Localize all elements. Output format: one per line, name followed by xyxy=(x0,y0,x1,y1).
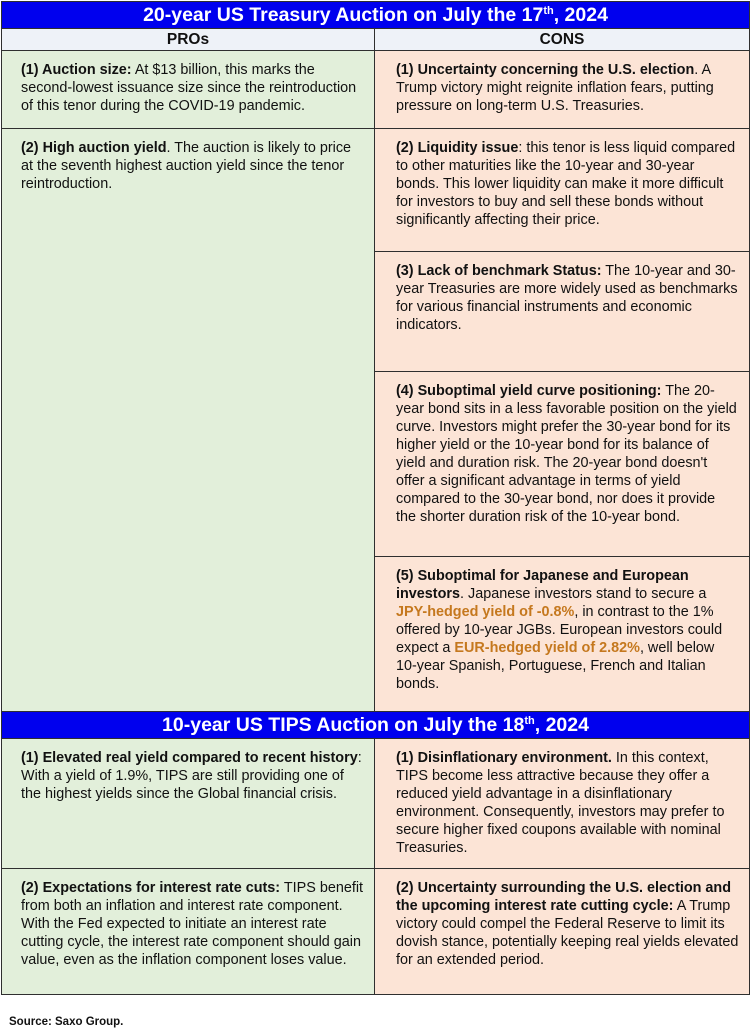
pro-text: At $13 billion, this marks the second-lowest issuance size since the reintroduction of this tenor during the COVID-19 pandemic. xyxy=(21,62,357,114)
pro-heading: (2) High auction yield xyxy=(21,140,167,156)
section1-title-sup: th xyxy=(543,5,554,17)
auction-table xyxy=(1,1,750,995)
con-heading: (3) Lack of benchmark Status: xyxy=(396,263,602,279)
pro-item xyxy=(2,129,374,711)
pros-header: PROs xyxy=(2,29,375,50)
section2-title-end: , 2024 xyxy=(534,714,589,736)
cons-header: CONS xyxy=(375,29,749,50)
con-item xyxy=(375,252,749,372)
pro-text: : With a yield of 1.9%, TIPS are still providing one of the highest yields since the Global financial crisis. xyxy=(21,750,362,802)
con-text: The 10-year and 30-year Treasuries are more widely used as benchmarks for various financial instruments and economic indicators. xyxy=(396,263,738,333)
con-heading: (5) Suboptimal for Japanese and European investors xyxy=(396,568,689,602)
section2-title-sup: th xyxy=(524,715,535,727)
eur-hedged-yield-highlight: EUR-hedged yield of 2.82% xyxy=(454,640,640,656)
con-heading: (1) Uncertainty concerning the U.S. election xyxy=(396,62,695,78)
con-text: , in contrast to the 1% offered by 10-year JGBs. European investors could expect a xyxy=(396,604,723,656)
section1-title xyxy=(2,2,749,29)
con-item xyxy=(375,869,749,994)
source-note: Source: Saxo Group. xyxy=(9,1016,124,1028)
con-text: The 20-year bond sits in a less favorable position on the yield curve. Investors might prefer the 30-year bond for its higher yield or the 10-year bond for its balance of yield and duration risk. The 20-year bond doesn't offer a significant advantage in terms of yield compared to the 30-year bond, nor does it provide the shorter duration risk of the 10-year bond. xyxy=(396,383,737,525)
pro-heading: (1) Auction size: xyxy=(21,62,132,78)
pro-heading: (2) Expectations for interest rate cuts: xyxy=(21,880,281,896)
section1-title-text: 20-year US Treasury Auction on July the 17 xyxy=(143,4,544,26)
pro-text: TIPS benefit from both an inflation and interest rate component. With the Fed expected to initiate an interest rate cutting cycle, the interest rate component should gain value, even as the inflation component loses value. xyxy=(21,880,364,968)
section1-pros-column xyxy=(2,51,375,711)
con-heading: (1) Disinflationary environment. xyxy=(396,750,612,766)
con-item xyxy=(375,129,749,252)
section2-title-text: 10-year US TIPS Auction on July the 18 xyxy=(162,714,525,736)
con-text: A Trump victory could compel the Federal Reserve to limit its dovish stance, potentially keeping real yields elevated for an extended period. xyxy=(396,898,739,968)
con-item xyxy=(375,557,749,711)
section2-title xyxy=(2,712,749,739)
pro-item xyxy=(2,51,374,129)
con-heading: (2) Uncertainty surrounding the U.S. election and the upcoming interest rate cutting cycle: xyxy=(396,880,732,914)
pro-heading: (1) Elevated real yield compared to recent history xyxy=(21,750,358,766)
pro-text: . The auction is likely to price at the seventh highest auction yield since the tenor reintroduction. xyxy=(21,140,352,192)
section1-title-end: , 2024 xyxy=(553,4,608,26)
con-heading: (2) Liquidity issue xyxy=(396,140,519,156)
con-text: . A Trump victory might reignite inflation fears, putting pressure on long-term U.S. Treasuries. xyxy=(396,62,714,114)
con-text: In this context, TIPS become less attractive because they offer a reduced yield advantage in a disinflationary environment. Consequently, investors may prefer to secure higher fixed coupons available with nominal Treasuries. xyxy=(396,750,725,856)
pro-item xyxy=(2,739,374,869)
section2-cons-column xyxy=(375,739,749,994)
con-text: . Japanese investors stand to secure a xyxy=(460,586,707,602)
section2-pros-column xyxy=(2,739,375,994)
con-item xyxy=(375,51,749,129)
column-headers xyxy=(2,29,749,51)
con-item xyxy=(375,739,749,869)
section1-cons-column xyxy=(375,51,749,711)
section1-body xyxy=(2,51,749,712)
pro-item xyxy=(2,869,374,994)
con-heading: (4) Suboptimal yield curve positioning: xyxy=(396,383,662,399)
section2-body xyxy=(2,739,749,994)
con-item xyxy=(375,372,749,557)
con-text: , well below 10-year Spanish, Portuguese, French and Italian bonds. xyxy=(396,640,715,692)
con-text: : this tenor is less liquid compared to other maturities like the 10-year and 30-year bonds. This lower liquidity can make it more difficult for investors to buy and sell these bonds without significantly affecting their price. xyxy=(396,140,736,228)
jpy-hedged-yield-highlight: JPY-hedged yield of -0.8% xyxy=(396,604,575,620)
